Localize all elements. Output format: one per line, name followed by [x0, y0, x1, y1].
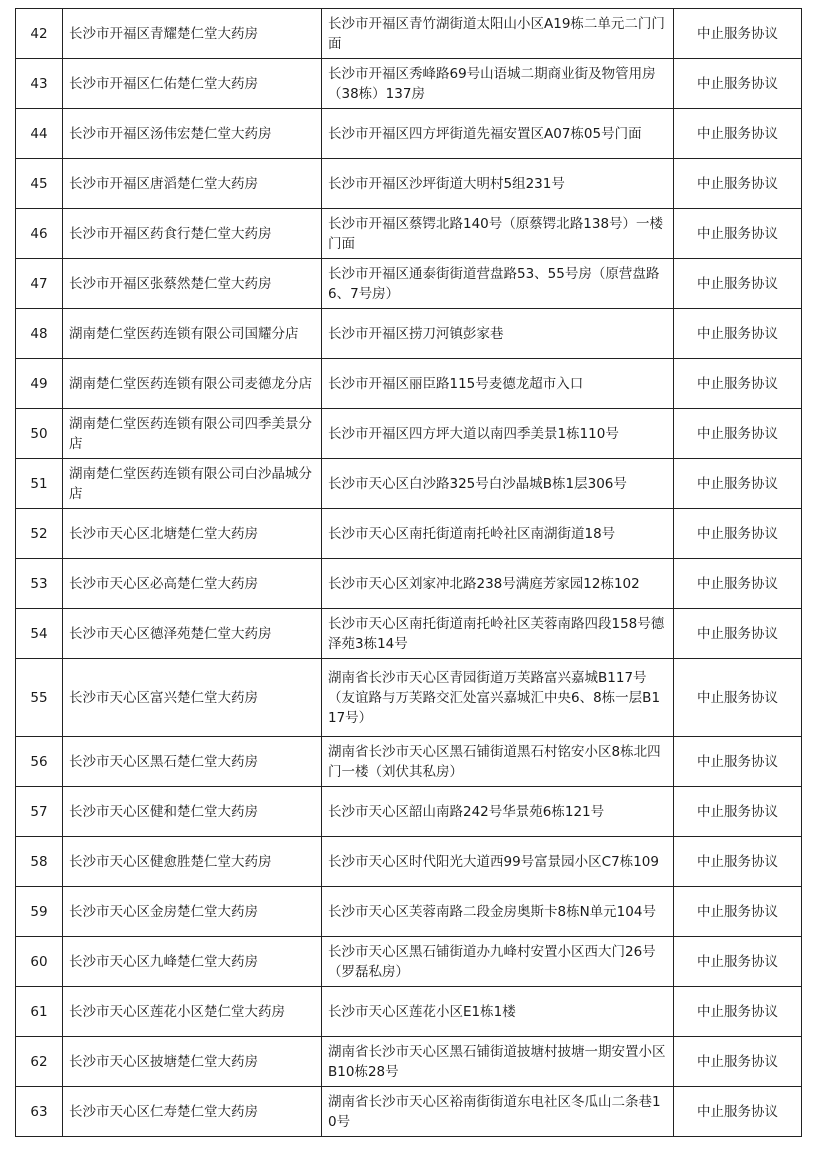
row-number-cell: 49: [16, 359, 63, 409]
address-cell: 长沙市天心区黑石铺街道办九峰村安置小区西大门26号（罗磊私房）: [322, 937, 674, 987]
status-cell: 中止服务协议: [674, 359, 802, 409]
table-row: [16, 359, 802, 409]
table-row: [16, 59, 802, 109]
table-row: [16, 309, 802, 359]
pharmacy-name-cell: 长沙市开福区青耀楚仁堂大药房: [63, 9, 322, 59]
pharmacy-name-cell: 长沙市天心区必高楚仁堂大药房: [63, 559, 322, 609]
table-row: [16, 887, 802, 937]
status-cell: 中止服务协议: [674, 1087, 802, 1137]
address-cell: 湖南省长沙市天心区裕南街街道东电社区冬瓜山二条巷10号: [322, 1087, 674, 1137]
address-cell: 湖南省长沙市天心区青园街道万芙路富兴嘉城B117号（友谊路与万芙路交汇处富兴嘉城汇中央6、8栋一层B117号）: [322, 659, 674, 737]
table-row: [16, 559, 802, 609]
address-cell: 长沙市天心区时代阳光大道西99号富景园小区C7栋109: [322, 837, 674, 887]
row-number-cell: 53: [16, 559, 63, 609]
table-row: [16, 609, 802, 659]
status-cell: 中止服务协议: [674, 559, 802, 609]
address-cell: 长沙市开福区捞刀河镇彭家巷: [322, 309, 674, 359]
address-cell: 长沙市天心区韶山南路242号华景苑6栋121号: [322, 787, 674, 837]
address-cell: 湖南省长沙市天心区黑石铺街道披塘村披塘一期安置小区B10栋28号: [322, 1037, 674, 1087]
table-body: [16, 9, 802, 1137]
table-row: [16, 1087, 802, 1137]
pharmacy-table: [15, 8, 802, 1137]
address-cell: 长沙市开福区通泰街街道营盘路53、55号房（原营盘路6、7号房）: [322, 259, 674, 309]
status-cell: 中止服务协议: [674, 787, 802, 837]
address-cell: 长沙市天心区芙蓉南路二段金房奥斯卡8栋N单元104号: [322, 887, 674, 937]
status-cell: 中止服务协议: [674, 259, 802, 309]
pharmacy-name-cell: 长沙市天心区健愈胜楚仁堂大药房: [63, 837, 322, 887]
row-number-cell: 57: [16, 787, 63, 837]
status-cell: 中止服务协议: [674, 509, 802, 559]
pharmacy-name-cell: 长沙市天心区富兴楚仁堂大药房: [63, 659, 322, 737]
pharmacy-name-cell: 湖南楚仁堂医药连锁有限公司麦德龙分店: [63, 359, 322, 409]
row-number-cell: 51: [16, 459, 63, 509]
status-cell: 中止服务协议: [674, 9, 802, 59]
pharmacy-name-cell: 长沙市天心区德泽苑楚仁堂大药房: [63, 609, 322, 659]
pharmacy-name-cell: 长沙市开福区唐滔楚仁堂大药房: [63, 159, 322, 209]
address-cell: 长沙市开福区沙坪街道大明村5组231号: [322, 159, 674, 209]
pharmacy-name-cell: 长沙市天心区金房楚仁堂大药房: [63, 887, 322, 937]
status-cell: 中止服务协议: [674, 459, 802, 509]
pharmacy-name-cell: 长沙市天心区健和楚仁堂大药房: [63, 787, 322, 837]
row-number-cell: 56: [16, 737, 63, 787]
address-cell: 长沙市天心区莲花小区E1栋1楼: [322, 987, 674, 1037]
address-cell: 长沙市天心区刘家冲北路238号满庭芳家园12栋102: [322, 559, 674, 609]
pharmacy-name-cell: 长沙市天心区黑石楚仁堂大药房: [63, 737, 322, 787]
address-cell: 长沙市天心区南托街道南托岭社区南湖街道18号: [322, 509, 674, 559]
status-cell: 中止服务协议: [674, 659, 802, 737]
table-row: [16, 1037, 802, 1087]
table-row: [16, 209, 802, 259]
row-number-cell: 58: [16, 837, 63, 887]
row-number-cell: 63: [16, 1087, 63, 1137]
address-cell: 长沙市开福区丽臣路115号麦德龙超市入口: [322, 359, 674, 409]
row-number-cell: 47: [16, 259, 63, 309]
row-number-cell: 48: [16, 309, 63, 359]
table-row: [16, 937, 802, 987]
address-cell: 长沙市开福区青竹湖街道太阳山小区A19栋二单元二门门面: [322, 9, 674, 59]
table-row: [16, 259, 802, 309]
address-cell: 长沙市开福区四方坪大道以南四季美景1栋110号: [322, 409, 674, 459]
table-row: [16, 459, 802, 509]
table-row: [16, 837, 802, 887]
row-number-cell: 52: [16, 509, 63, 559]
pharmacy-name-cell: 长沙市天心区北塘楚仁堂大药房: [63, 509, 322, 559]
status-cell: 中止服务协议: [674, 1037, 802, 1087]
pharmacy-name-cell: 湖南楚仁堂医药连锁有限公司白沙晶城分店: [63, 459, 322, 509]
table-row: [16, 509, 802, 559]
status-cell: 中止服务协议: [674, 887, 802, 937]
table-row: [16, 9, 802, 59]
status-cell: 中止服务协议: [674, 609, 802, 659]
address-cell: 长沙市开福区四方坪街道先福安置区A07栋05号门面: [322, 109, 674, 159]
address-cell: 湖南省长沙市天心区黑石铺街道黑石村铭安小区8栋北四门一楼（刘伏其私房）: [322, 737, 674, 787]
address-cell: 长沙市开福区秀峰路69号山语城二期商业街及物管用房（38栋）137房: [322, 59, 674, 109]
status-cell: 中止服务协议: [674, 737, 802, 787]
row-number-cell: 50: [16, 409, 63, 459]
pharmacy-name-cell: 长沙市开福区汤伟宏楚仁堂大药房: [63, 109, 322, 159]
status-cell: 中止服务协议: [674, 409, 802, 459]
pharmacy-name-cell: 湖南楚仁堂医药连锁有限公司四季美景分店: [63, 409, 322, 459]
status-cell: 中止服务协议: [674, 937, 802, 987]
pharmacy-name-cell: 长沙市开福区张蔡然楚仁堂大药房: [63, 259, 322, 309]
table-row: [16, 737, 802, 787]
row-number-cell: 55: [16, 659, 63, 737]
table-row: [16, 987, 802, 1037]
address-cell: 长沙市天心区白沙路325号白沙晶城B栋1层306号: [322, 459, 674, 509]
row-number-cell: 43: [16, 59, 63, 109]
status-cell: 中止服务协议: [674, 309, 802, 359]
table-row: [16, 109, 802, 159]
table-row: [16, 159, 802, 209]
status-cell: 中止服务协议: [674, 109, 802, 159]
status-cell: 中止服务协议: [674, 59, 802, 109]
row-number-cell: 44: [16, 109, 63, 159]
pharmacy-name-cell: 长沙市开福区仁佑楚仁堂大药房: [63, 59, 322, 109]
pharmacy-name-cell: 长沙市开福区药食行楚仁堂大药房: [63, 209, 322, 259]
pharmacy-name-cell: 长沙市天心区九峰楚仁堂大药房: [63, 937, 322, 987]
pharmacy-name-cell: 湖南楚仁堂医药连锁有限公司国耀分店: [63, 309, 322, 359]
pharmacy-name-cell: 长沙市天心区莲花小区楚仁堂大药房: [63, 987, 322, 1037]
status-cell: 中止服务协议: [674, 837, 802, 887]
pharmacy-name-cell: 长沙市天心区仁寿楚仁堂大药房: [63, 1087, 322, 1137]
row-number-cell: 61: [16, 987, 63, 1037]
pharmacy-name-cell: 长沙市天心区披塘楚仁堂大药房: [63, 1037, 322, 1087]
row-number-cell: 60: [16, 937, 63, 987]
row-number-cell: 46: [16, 209, 63, 259]
table-row: [16, 787, 802, 837]
status-cell: 中止服务协议: [674, 159, 802, 209]
row-number-cell: 42: [16, 9, 63, 59]
row-number-cell: 62: [16, 1037, 63, 1087]
row-number-cell: 59: [16, 887, 63, 937]
row-number-cell: 45: [16, 159, 63, 209]
table-row: [16, 409, 802, 459]
table-row: [16, 659, 802, 737]
row-number-cell: 54: [16, 609, 63, 659]
status-cell: 中止服务协议: [674, 209, 802, 259]
status-cell: 中止服务协议: [674, 987, 802, 1037]
address-cell: 长沙市开福区蔡锷北路140号（原蔡锷北路138号）一楼门面: [322, 209, 674, 259]
address-cell: 长沙市天心区南托街道南托岭社区芙蓉南路四段158号德泽苑3栋14号: [322, 609, 674, 659]
